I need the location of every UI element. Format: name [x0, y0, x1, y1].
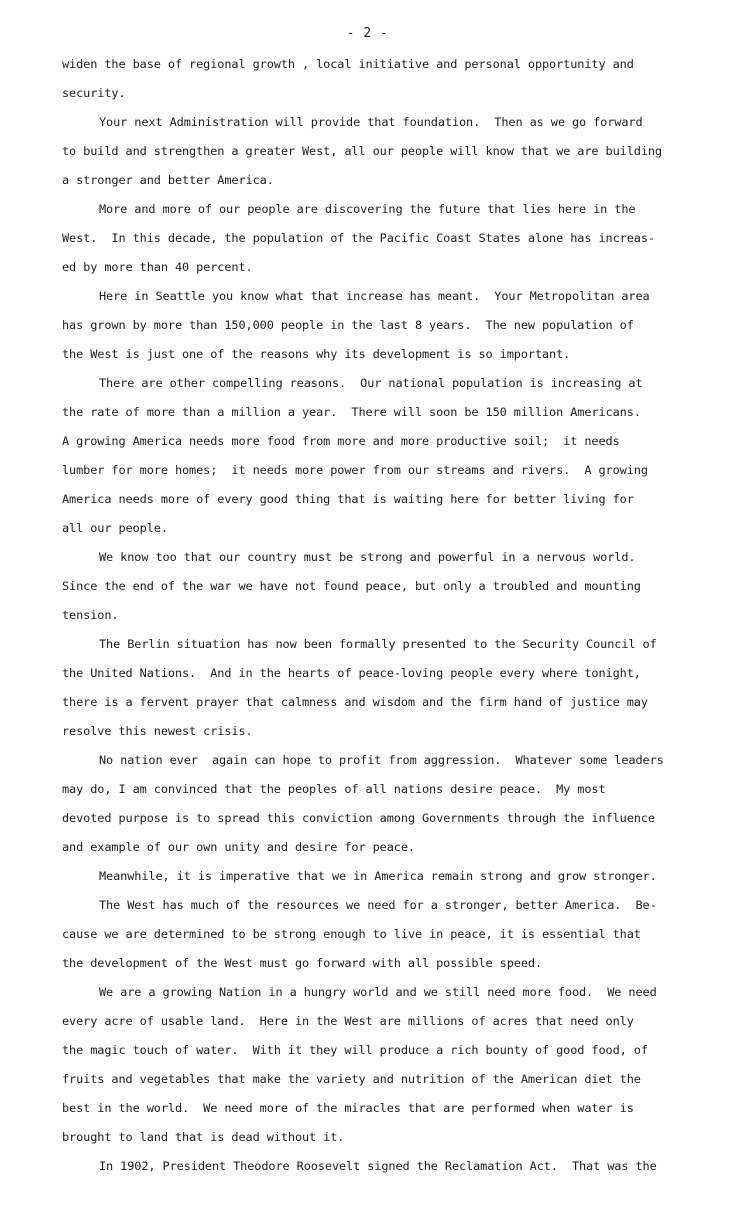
text-line: to build and strengthen a greater West, all our people will know that we are building	[62, 144, 662, 158]
text-line: the rate of more than a million a year. There will soon be 150 million Americans.	[62, 405, 641, 419]
text-line: the development of the West must go forward with all possible speed.	[62, 956, 542, 970]
text-line: ed by more than 40 percent.	[62, 260, 253, 274]
text-line: Since the end of the war we have not found peace, but only a troubled and mounting	[62, 579, 641, 593]
text-line: More and more of our people are discovering the future that lies here in the	[99, 202, 636, 216]
text-line: tension.	[62, 608, 119, 622]
text-line: Here in Seattle you know what that increase has meant. Your Metropolitan area	[99, 289, 650, 303]
text-line: Your next Administration will provide that foundation. Then as we go forward	[99, 115, 643, 129]
text-line: devoted purpose is to spread this conviction among Governments through the influence	[62, 811, 655, 825]
text-line: No nation ever again can hope to profit from aggression. Whatever some leaders	[99, 753, 664, 767]
text-line: The West has much of the resources we need for a stronger, better America. Be-	[99, 898, 657, 912]
text-line: best in the world. We need more of the miracles that are performed when water is	[62, 1101, 634, 1115]
text-line: cause we are determined to be strong enough to live in peace, it is essential that	[62, 927, 641, 941]
speech-body	[62, 54, 682, 1185]
text-line: fruits and vegetables that make the variety and nutrition of the American diet the	[62, 1072, 641, 1086]
text-line: A growing America needs more food from more and more productive soil; it needs	[62, 434, 620, 448]
text-line: The Berlin situation has now been formally presented to the Security Council of	[99, 637, 657, 651]
text-line: lumber for more homes; it needs more power from our streams and rivers. A growing	[62, 463, 648, 477]
text-line: security.	[62, 86, 126, 100]
text-line: may do, I am convinced that the peoples of all nations desire peace. My most	[62, 782, 606, 796]
text-line: has grown by more than 150,000 people in the last 8 years. The new population of	[62, 318, 634, 332]
text-line: widen the base of regional growth , local initiative and personal opportunity and	[62, 57, 634, 71]
text-line: We know too that our country must be strong and powerful in a nervous world.	[99, 550, 636, 564]
text-line: America needs more of every good thing that is waiting here for better living for	[62, 492, 634, 506]
text-line: there is a fervent prayer that calmness and wisdom and the firm hand of justice may	[62, 695, 648, 709]
text-line: the West is just one of the reasons why its development is so important.	[62, 347, 571, 361]
text-line: every acre of usable land. Here in the West are millions of acres that need only	[62, 1014, 634, 1028]
text-line: brought to land that is dead without it.	[62, 1130, 345, 1144]
text-line: the magic touch of water. With it they will produce a rich bounty of good food, of	[62, 1043, 648, 1057]
text-line: all our people.	[62, 521, 168, 535]
text-line: the United Nations. And in the hearts of peace-loving people every where tonight,	[62, 666, 641, 680]
text-line: resolve this newest crisis.	[62, 724, 253, 738]
text-line: West. In this decade, the population of the Pacific Coast States alone has increas-	[62, 231, 655, 245]
text-line: Meanwhile, it is imperative that we in America remain strong and grow stronger.	[99, 869, 657, 883]
page-number: - 2 -	[346, 26, 389, 41]
text-line: a stronger and better America.	[62, 173, 274, 187]
text-line: and example of our own unity and desire for peace.	[62, 840, 415, 854]
text-line: There are other compelling reasons. Our national population is increasing at	[99, 376, 643, 390]
text-line: We are a growing Nation in a hungry world and we still need more food. We need	[99, 985, 657, 999]
text-line: In 1902, President Theodore Roosevelt signed the Reclamation Act. That was the	[99, 1159, 657, 1173]
